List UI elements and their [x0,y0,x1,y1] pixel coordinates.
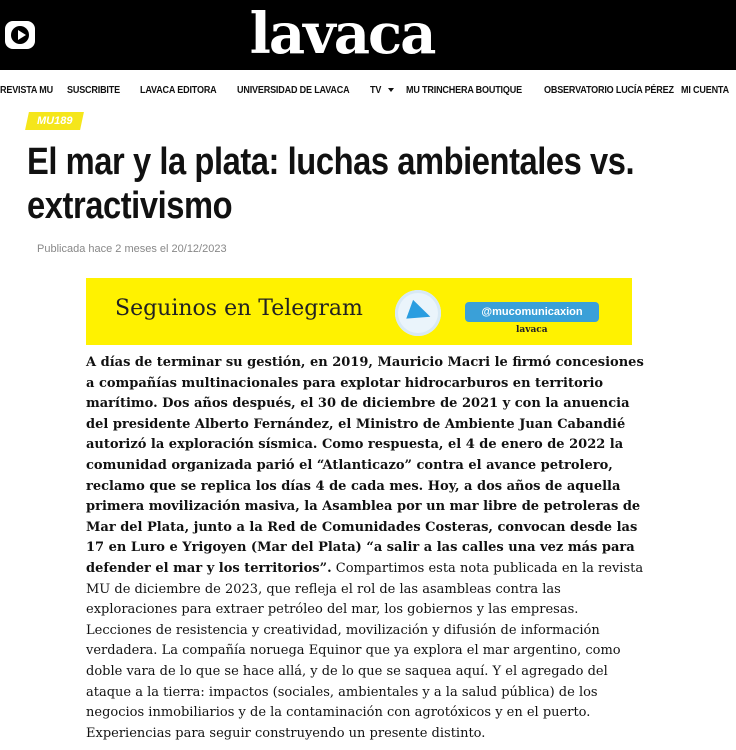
nav-item-tv-label[interactable]: TV [369,84,381,96]
nav-item-mi-cuenta[interactable]: MI CUENTA [680,84,729,96]
nav-item-observatorio-lucia-perez[interactable]: OBSERVATORIO LUCÍA PÉREZ [543,84,674,96]
youtube-play-icon[interactable] [5,21,35,49]
nav-item-tv[interactable] [370,84,394,96]
telegram-icon [395,290,441,336]
site-logo[interactable]: lavaca [249,1,435,67]
nav-item-universidad-de-lavaca[interactable]: UNIVERSIDAD DE LAVACA [236,84,350,96]
nav-item-revista-mu[interactable]: REVISTA MU [0,84,53,96]
article-title-line2: extractivismo [27,185,233,227]
published-date: Publicada hace 2 meses el 20/12/2023 [37,243,227,255]
banner-text: Seguinos en Telegram [115,296,363,321]
nav-item-lavaca-editora[interactable]: LAVACA EDITORA [139,84,217,96]
telegram-handle: @mucomunicaxion [465,302,599,322]
banner-logo: lavaca [516,325,548,335]
article-lead: A días de terminar su gestión, en 2019, Mauricio Macri le firmó concesiones a compañías multinacionales para explotar hidrocarburos en territorio marítimo. Dos años después, el 30 de diciembre de 2021 y con la anuencia del presidente Alberto Fernández, el Ministro de Ambiente Juan Cabandié autorizó la exploración sísmica. Como respuesta, el 4 de enero de 2022 la comunidad organizada parió el “Atlanticazo” contra el avance petrolero, reclamo que se replica los días 4 de cada mes. Hoy, a dos años de aquella primera movilización masiva, la Asamblea por un mar libre de petroleras de Mar del Plata, junto a la Red de Comunidades Costeras, convocan desde las 17 en Luro e Yrigoyen (Mar del Plata) “a salir a las calles una vez más para defender el mar y los territorios”. [86,355,644,576]
site-header [0,0,736,70]
main-nav [0,78,736,102]
chevron-down-icon [388,88,394,92]
nav-item-suscribite[interactable]: SUSCRIBITE [67,84,120,96]
article-title [27,140,715,228]
telegram-banner[interactable] [86,278,632,345]
article-title-line1: El mar y la plata: luchas ambientales vs. [27,141,635,183]
nav-item-mu-trinchera-boutique[interactable]: MU TRINCHERA BOUTIQUE [405,84,522,96]
article-body-text: Compartimos esta nota publicada en la revista MU de diciembre de 2023, que refleja el rol de las asambleas contra las exploraciones para extraer petróleo del mar, los gobiernos y las empresas. Lecciones de resistencia y creatividad, movilización y difusión de información verdadera. La compañía noruega Equinor que ya explora el mar argentino, como doble vara de lo que se hace allá, y de lo que se saquea aquí. Y el agregado del ataque a la tierra: impactos (sociales, ambientales y a la salud pública) de los negocios inmobiliarios y de la contaminación con agrotóxicos y en el puerto. Experiencias para seguir construyendo un presente distinto. [86,560,644,741]
category-tag-label: MU189 [37,115,73,127]
article-body [86,353,646,744]
category-tag[interactable] [25,112,84,130]
